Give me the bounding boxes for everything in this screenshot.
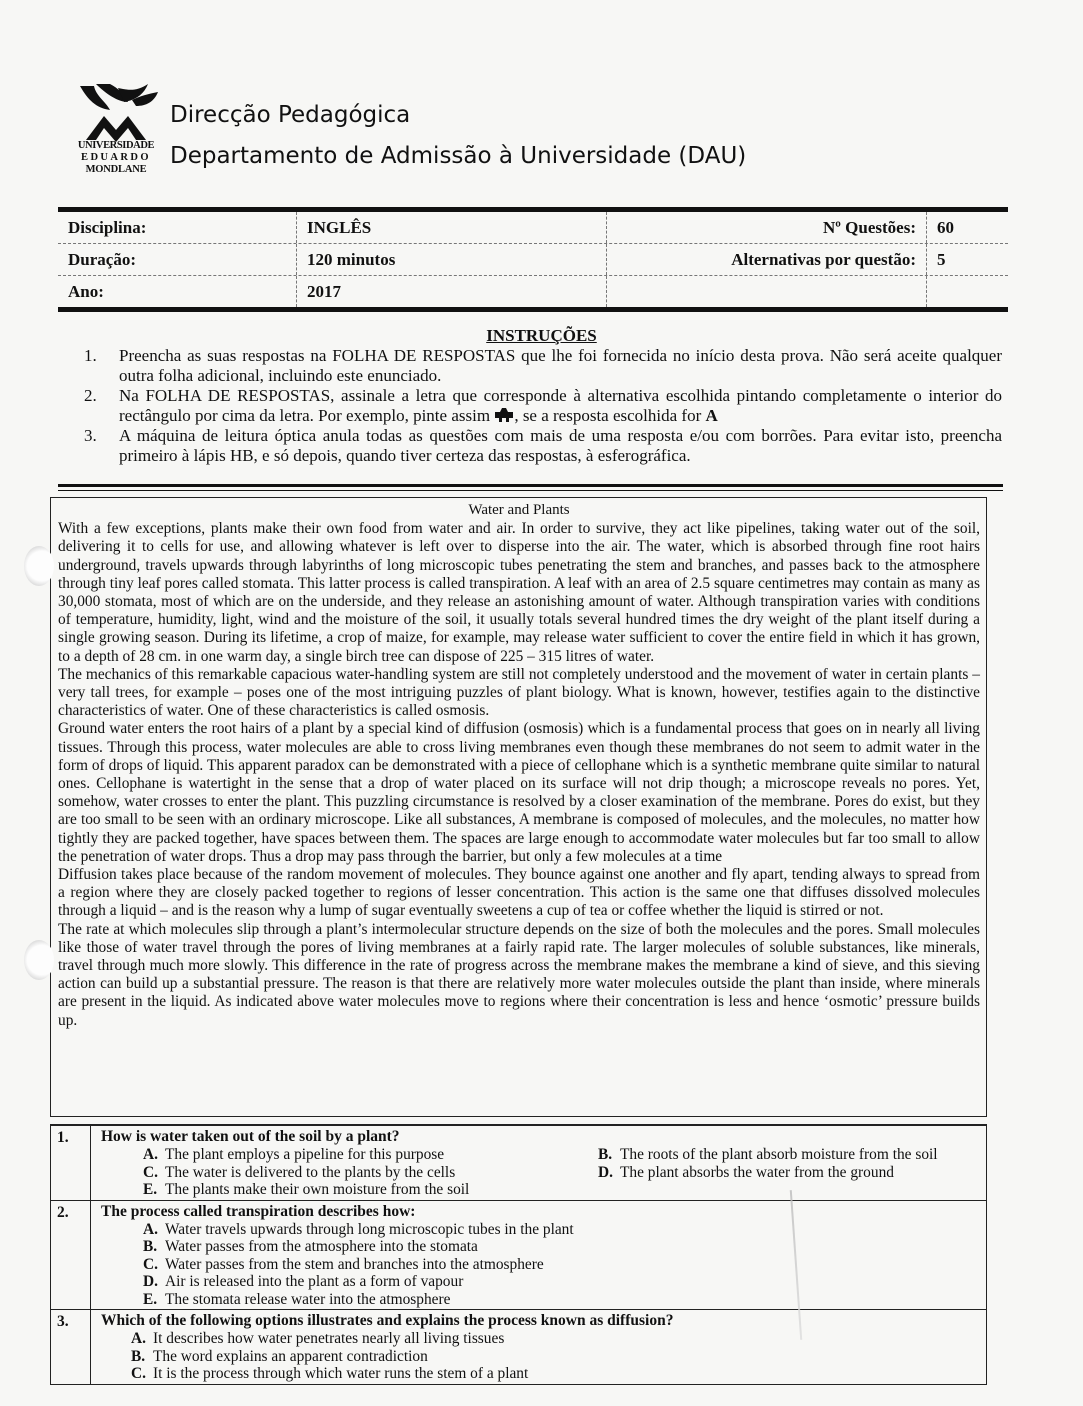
exam-info-table bbox=[58, 207, 1008, 312]
instruction-answer-letter: A bbox=[705, 406, 718, 425]
alternativas-value: 5 bbox=[926, 244, 1008, 275]
instruction-text: A máquina de leitura óptica anula todas as questões com mais de uma resposta e/ou com borrões. Para evitar isto, preencha primeiro à lápis HB, e só depois, quando tiver certeza das respostas, à esferográfica. bbox=[119, 426, 1002, 465]
logo-wordmark bbox=[66, 140, 166, 176]
options-list bbox=[91, 1221, 986, 1309]
option-c bbox=[143, 1256, 986, 1274]
reading-passage bbox=[50, 497, 987, 1117]
option-letter: A. bbox=[131, 1330, 146, 1347]
option-b bbox=[598, 1146, 986, 1164]
option-text: The plant employs a pipeline for this purpose bbox=[165, 1146, 445, 1163]
duracao-label: Duração: bbox=[68, 249, 136, 269]
instruction-text-part: , se a resposta escolhida for bbox=[514, 406, 706, 425]
option-letter: A. bbox=[143, 1146, 158, 1163]
option-text: The plant absorbs the water from the ground bbox=[620, 1163, 894, 1181]
disciplina-value: INGLÊS bbox=[296, 212, 606, 243]
instruction-item bbox=[84, 386, 1002, 426]
filled-box-example-icon bbox=[494, 408, 514, 422]
option-letter: B. bbox=[143, 1238, 158, 1255]
passage-paragraph: With a few exceptions, plants make their own food from water and air. In order to survive, they act like pipelines, taking water out of the soil, delivering it to cells for use, and allowing whatever is left over to disperse into the air. The water, which is absorbed through fine root hairs underground, travels upwards through labyrinths of long microscopic tubes penetrating the stem and branches, and passes back to the atmosphere through tiny leaf pores called stomata. This latter process is called transpiration. A leaf with an area of 2.5 square centimetres may contain as many as 30,000 stomata, most of which are on the underside, and they release an astonishing amount of water. Although transpiration varies with conditions of temperature, humidity, light, wind and the moisture of the soil, it usually totals several hundred times the dry weight of the plant itself during a single growing season. During its lifetime, a crop of maize, for example, may release water sufficient to cover the entire field in which it has grown, to a depth of 28 cm. in one warm day, a single birch tree can dispose of 225 – 315 litres of water. bbox=[58, 520, 980, 665]
option-text: The stomata release water into the atmosphere bbox=[165, 1290, 451, 1308]
option-letter: C. bbox=[131, 1365, 146, 1382]
instruction-item bbox=[84, 346, 1002, 386]
question-number: 1. bbox=[51, 1126, 91, 1200]
option-text: It is the process through which water runs the stem of a plant bbox=[153, 1365, 529, 1382]
instructions-list bbox=[84, 346, 1002, 466]
questoes-value: 60 bbox=[926, 212, 1008, 243]
option-a bbox=[131, 1330, 986, 1348]
option-letter: C. bbox=[143, 1255, 158, 1273]
question-body bbox=[91, 1201, 986, 1310]
instruction-number: 3. bbox=[84, 426, 97, 445]
info-row-disciplina bbox=[58, 212, 1008, 244]
instruction-number: 2. bbox=[84, 386, 97, 405]
ano-value: 2017 bbox=[296, 276, 606, 307]
ano-label: Ano: bbox=[68, 281, 104, 301]
instruction-text: Preencha as suas respostas na FOLHA DE RESPOSTAS que lhe foi fornecida no início desta prova. Não será aceite qualquer outra folha adicional, incluindo este enunciado. bbox=[119, 346, 1002, 385]
option-c bbox=[143, 1164, 598, 1182]
question-body bbox=[91, 1310, 986, 1384]
logo-line-2: EDUARDO bbox=[81, 152, 151, 163]
option-letter: A. bbox=[143, 1220, 158, 1238]
question-2 bbox=[51, 1201, 986, 1311]
option-letter: B. bbox=[598, 1146, 613, 1163]
divider bbox=[58, 490, 1003, 491]
duracao-value: 120 minutos bbox=[296, 244, 606, 275]
question-1 bbox=[51, 1126, 986, 1201]
option-e bbox=[143, 1291, 986, 1309]
question-body bbox=[91, 1126, 986, 1200]
empty-cell bbox=[926, 276, 1008, 307]
option-letter: E. bbox=[143, 1290, 158, 1308]
question-number: 3. bbox=[51, 1310, 91, 1384]
question-text: Which of the following options illustrates and explains the process known as diffusion? bbox=[101, 1312, 674, 1329]
instruction-text bbox=[119, 386, 1002, 426]
empty-cell bbox=[606, 276, 926, 307]
option-letter: B. bbox=[131, 1347, 146, 1365]
question-3 bbox=[51, 1310, 986, 1384]
instruction-item bbox=[84, 426, 1002, 466]
questions-table bbox=[50, 1124, 987, 1385]
instruction-number: 1. bbox=[84, 346, 97, 365]
passage-paragraph: Diffusion takes place because of the random movement of molecules. They bounce against one another and fly apart, tending always to spread from a region where they are closely packed together to regions of lesser concentration. This action is the same one that diffuses dissolved molecules through a liquid – and is the reason why a lump of sugar eventually sweetens a cup of tea or coffee whether the liquid is stirred or not. bbox=[58, 866, 980, 920]
page-title: Direcção Pedagógica bbox=[170, 102, 411, 128]
option-letter: E. bbox=[143, 1181, 158, 1198]
question-text: How is water taken out of the soil by a plant? bbox=[101, 1128, 400, 1145]
option-b bbox=[131, 1348, 986, 1366]
option-letter: D. bbox=[143, 1273, 158, 1290]
option-letter: C. bbox=[143, 1163, 158, 1181]
option-text: It describes how water penetrates nearly all living tissues bbox=[153, 1330, 505, 1347]
page-subtitle: Departamento de Admissão à Universidade (DAU) bbox=[170, 143, 747, 169]
logo-line-3: MONDLANE bbox=[85, 164, 147, 175]
option-text: The word explains an apparent contradiction bbox=[153, 1347, 428, 1365]
passage-title: Water and Plants bbox=[468, 502, 570, 518]
option-d bbox=[143, 1273, 986, 1291]
option-d bbox=[598, 1164, 986, 1182]
logo-line-1: UNIVERSIDADE bbox=[77, 140, 155, 151]
option-text: Water travels upwards through long microscopic tubes in the plant bbox=[165, 1220, 574, 1238]
passage-paragraph: The rate at which molecules slip through a plant’s intermolecular structure depends on the size of both the molecules and the pores. Small molecules like those of water travel through the pores of living membranes at a fairly rapid rate. The larger molecules of soluble substances, like minerals, travel through much more slowly. This difference in the rate of progress across the membrane makes the membrane a kind of sieve, and this sieving action can build up a substantial pressure. The reason is that there are relatively more water molecules outside the plant than inside, where minerals are present in the liquid. As indicated above water molecules move to regions where their concentration is less and hence ‘osmotic’ pressure builds up. bbox=[58, 920, 980, 1029]
option-text: Water passes from the stem and branches into the atmosphere bbox=[165, 1255, 544, 1273]
info-row-ano bbox=[58, 276, 1008, 307]
options-list bbox=[91, 1146, 986, 1199]
option-e bbox=[143, 1181, 598, 1199]
option-a bbox=[143, 1221, 986, 1239]
passage-paragraph: Ground water enters the root hairs of a plant by a special kind of diffusion (osmosis) which is a fundamental process that goes on in nearly all living tissues. Through this process, water molecules are able to cross living membranes even though these membranes do not seem to admit water in the form of drops of liquid. This apparent paradox can be demonstrated with a piece of cellophane which is a synthetic membrane quite similar to natural ones. Cellophane is watertight in the sense that a drop of water placed on its surface will not drip though; a microscope reveals no pores. Yet, somehow, water crosses to enter the plant. This puzzling circumstance is resolved by a closer examination of the membrane. Pores do exist, but they are too small to be seen with an ordinary microscope. Like all substances, A membrane is composed of molecules, and the molecules, no matter how tightly they are packed together, have spaces between them. The spaces are large enough to accommodate water molecules but far too small to allow the penetration of water drops. Thus a drop may pass through the barrier, but only a few molecules at a time bbox=[58, 720, 980, 865]
instructions-title: INSTRUÇÕES bbox=[486, 326, 597, 345]
question-text: The process called transpiration describes how: bbox=[101, 1202, 416, 1220]
option-text: Air is released into the plant as a form of vapour bbox=[165, 1273, 464, 1290]
punch-hole bbox=[24, 546, 54, 586]
option-text: The plants make their own moisture from the soil bbox=[165, 1181, 470, 1198]
question-number: 2. bbox=[51, 1201, 91, 1310]
questoes-label: Nº Questões: bbox=[606, 212, 926, 243]
option-a bbox=[143, 1146, 598, 1164]
options-list bbox=[91, 1330, 986, 1383]
option-text: Water passes from the atmosphere into the stomata bbox=[165, 1238, 478, 1255]
option-text: The roots of the plant absorb moisture from the soil bbox=[620, 1146, 938, 1163]
alternativas-label: Alternativas por questão: bbox=[606, 244, 926, 275]
option-c bbox=[131, 1365, 986, 1383]
disciplina-label: Disciplina: bbox=[68, 217, 147, 237]
punch-hole bbox=[24, 940, 54, 980]
option-letter: D. bbox=[598, 1163, 613, 1181]
divider bbox=[58, 484, 1003, 487]
info-row-duracao bbox=[58, 244, 1008, 276]
option-text: The water is delivered to the plants by the cells bbox=[165, 1163, 456, 1181]
option-b bbox=[143, 1238, 986, 1256]
instruction-text-part: Na FOLHA DE RESPOSTAS, assinale a letra que corresponde à alternativa escolhida pintando completamente o interior do rectângulo por cima da letra. Por exemplo, pinte assim bbox=[119, 386, 1002, 425]
passage-paragraph: The mechanics of this remarkable capacious water-handling system are still not completely understood and the movement of water in certain plants – very tall trees, for example – poses one of the most intriguing puzzles of plant biology. What is known, however, testifies again to the distinctive characteristics of water. One of these characteristics is called osmosis. bbox=[58, 665, 980, 720]
